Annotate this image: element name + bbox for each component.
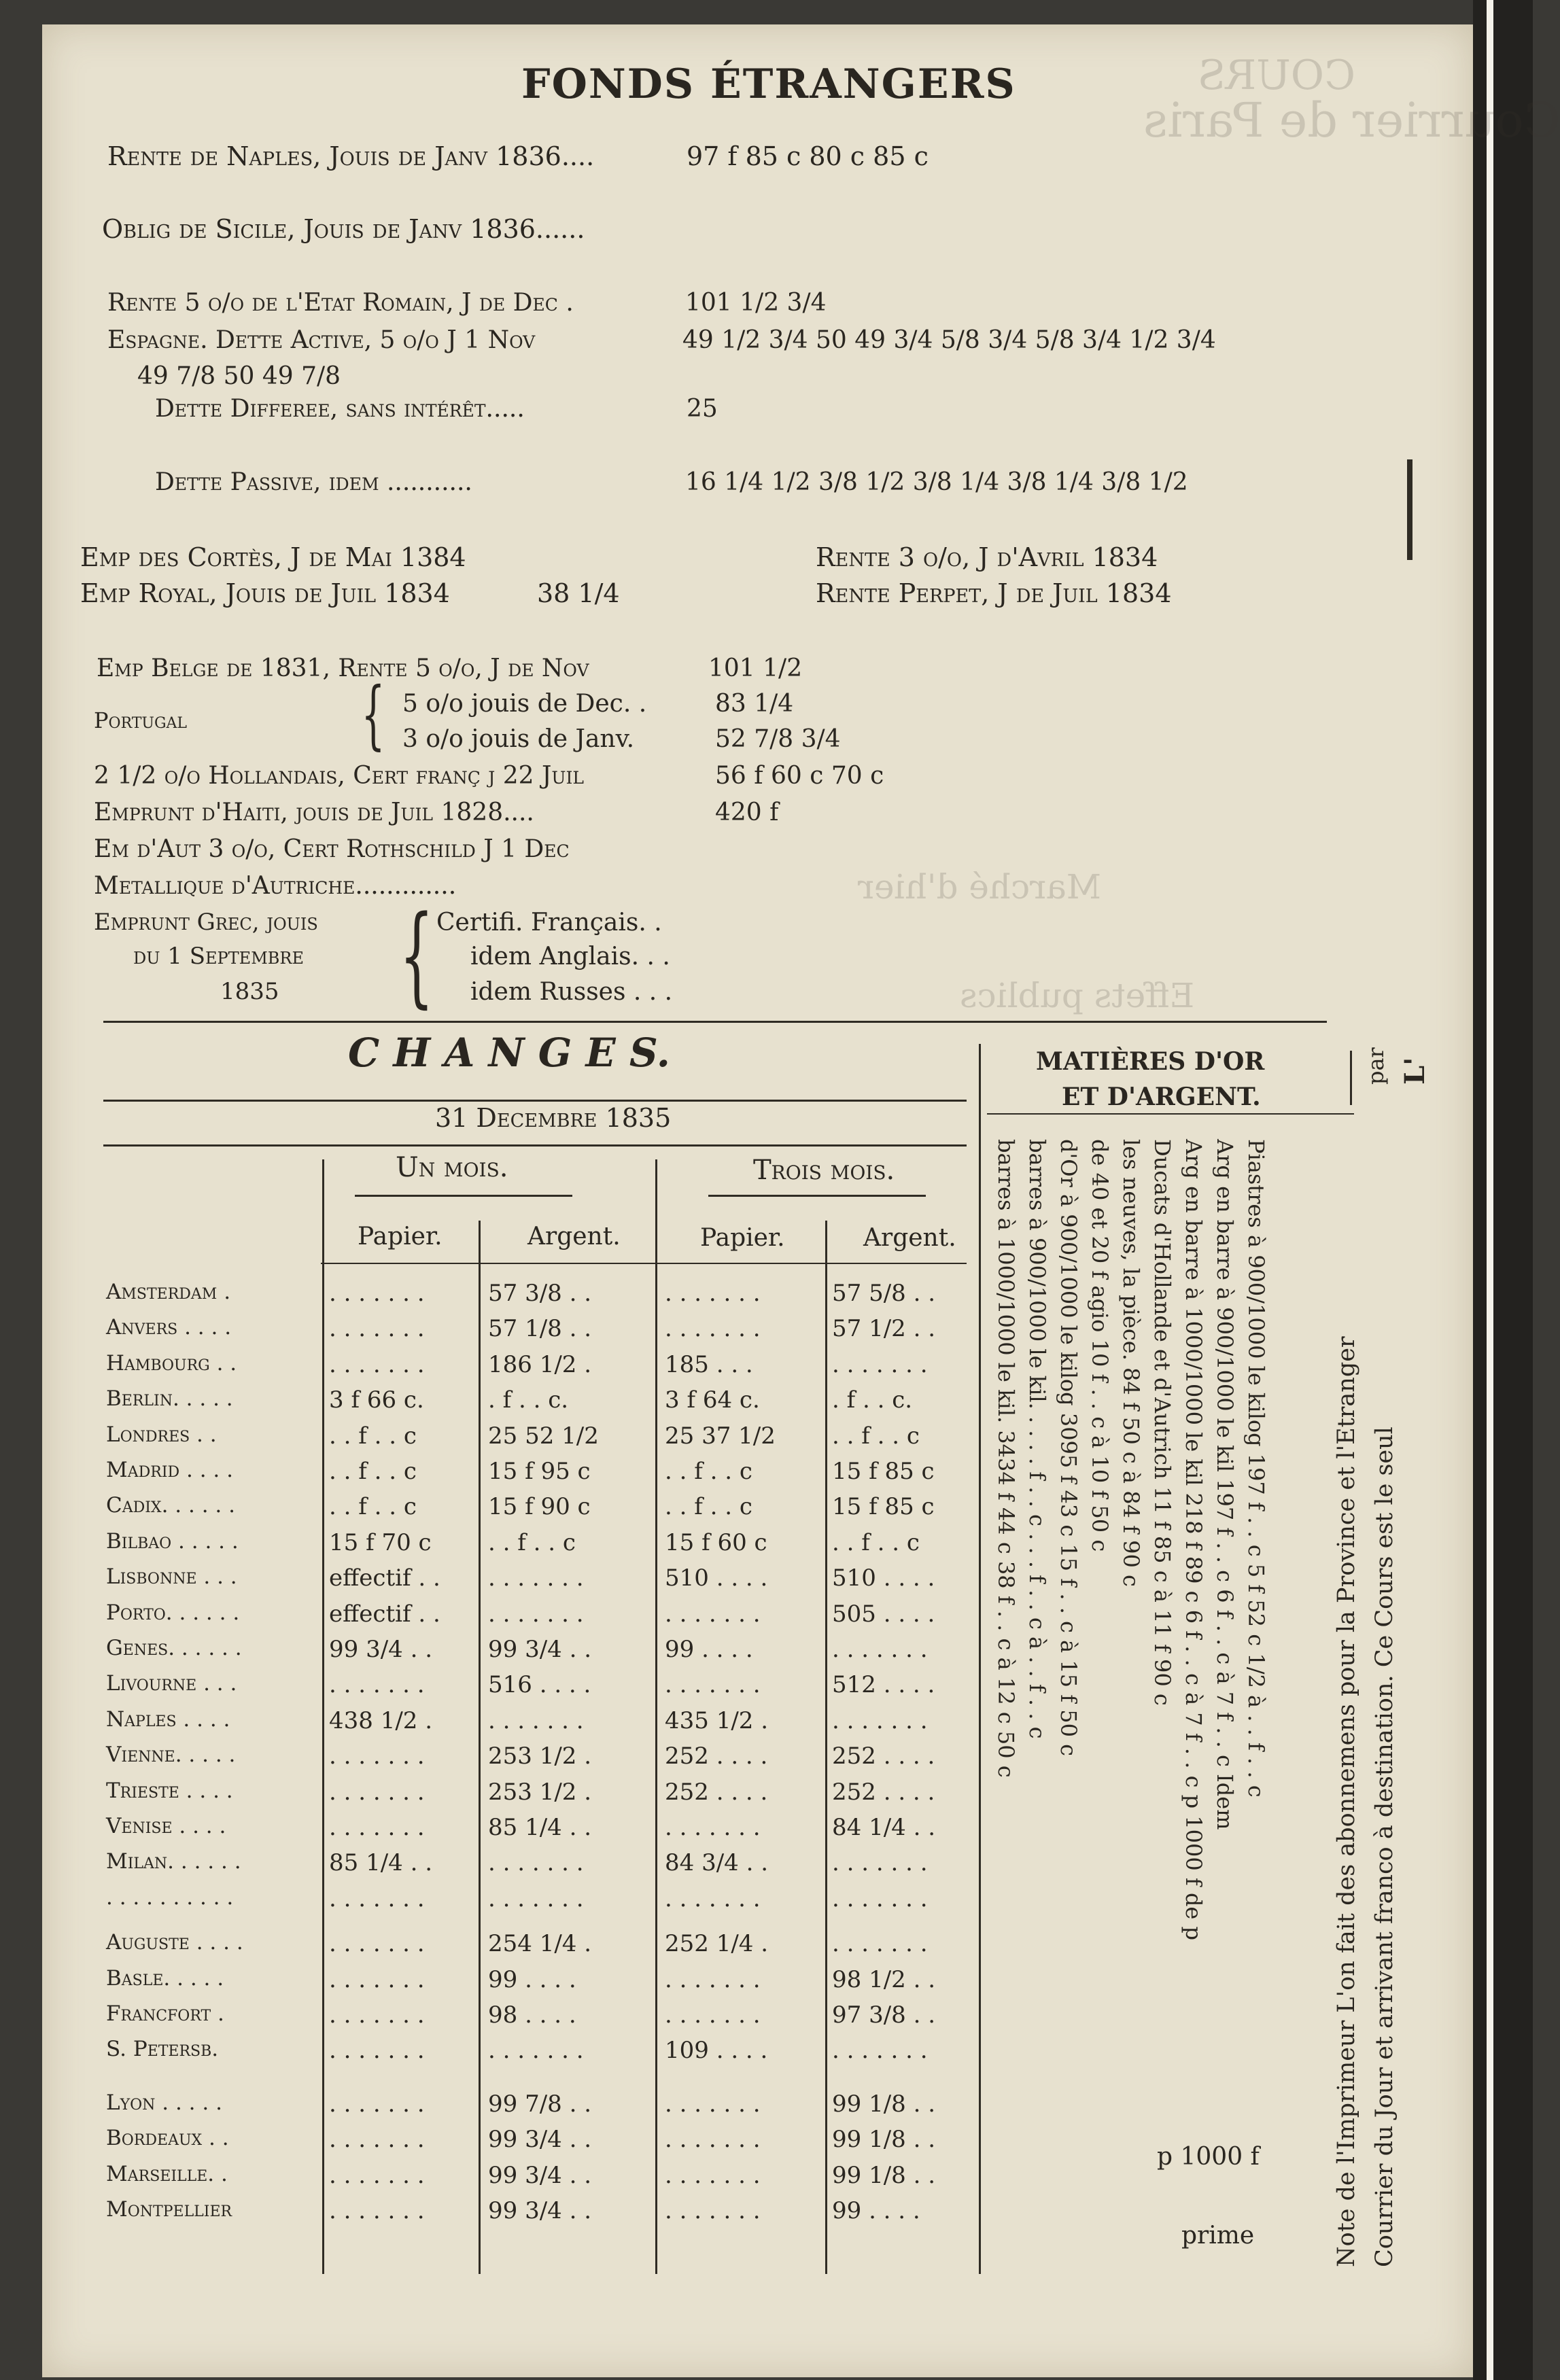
changes-date: 31 Decembre 1835: [435, 1103, 672, 1133]
matieres-line: Piastres à 900/1000 le kilog 197 f . . c 5 f 52 c 1/2 à . . f . . c: [1243, 1139, 1269, 1798]
city-name: Londres . .: [106, 1422, 217, 1447]
rate-cell: 185 . . .: [665, 1351, 753, 1378]
rate-cell: . . f . . c: [329, 1422, 417, 1450]
rate-cell: 25 52 1/2: [488, 1422, 599, 1450]
matieres-line: barres à 900/1000 le kil. . . . . f . . c . . . f . . c à . . f . . c: [1024, 1139, 1050, 1739]
matieres-line: d'Or à 900/1000 le kilog 3095 f 43 c 15 f . . c à 15 f 50 c: [1056, 1139, 1081, 1757]
fonds-value: 83 1/4: [715, 690, 794, 718]
rate-cell: . . . . . . .: [329, 1315, 425, 1342]
matieres-rule: [987, 1113, 1354, 1115]
rate-cell: 253 1/2 .: [488, 1779, 592, 1806]
rate-cell: 15 f 95 c: [488, 1458, 591, 1485]
matieres-line: Arg en barre à 900/1000 le kil 197 f . . c 6 f . . c à 7 f . . c Idem: [1212, 1139, 1238, 1830]
col-header-rule: [321, 1263, 967, 1264]
fonds-label: Rente Perpet, J de Juil 1834: [816, 578, 1172, 608]
rate-cell: . . . . . . .: [665, 2090, 761, 2118]
rate-cell: . . . . . . .: [329, 1966, 425, 1993]
city-name: Lisbonne . . .: [106, 1564, 237, 1589]
rate-cell: 57 3/8 . .: [488, 1280, 592, 1307]
rate-cell: 435 1/2 .: [665, 1707, 769, 1734]
rate-cell: . . . . . . .: [329, 2090, 425, 2118]
rate-cell: 252 . . . .: [665, 1743, 768, 1770]
rate-cell: 84 1/4 . .: [832, 1814, 936, 1841]
bleed-text: COURS: [1198, 52, 1355, 99]
binding-edge: [1473, 0, 1533, 2380]
table-rule: [479, 1221, 481, 2274]
header-swash: [355, 1195, 572, 1197]
fonds-value: 101 1/2 3/4: [685, 289, 827, 317]
fonds-label: Certifi. Français. .: [436, 909, 662, 937]
fonds-label: 49 7/8 50 49 7/8: [137, 362, 341, 390]
rate-cell: . f . . c.: [488, 1386, 569, 1414]
col-header-argent-1: Argent.: [527, 1223, 621, 1250]
rate-cell: . . . . . . .: [665, 1885, 761, 1912]
bleed-text: Effets publics: [960, 976, 1195, 1015]
rate-cell: 97 3/8 . .: [832, 2001, 936, 2029]
changes-rule: [103, 1100, 967, 1102]
fonds-label: Emprunt Grec, jouis: [94, 909, 318, 936]
rate-cell: . . . . . . .: [832, 1636, 928, 1663]
fonds-label: Emp des Cortès, J de Mai 1384: [80, 542, 466, 572]
city-name: Milan. . . . . .: [106, 1849, 241, 1874]
rate-cell: 84 3/4 . .: [665, 1849, 769, 1876]
fonds-label: Emprunt d'Haiti, jouis de Juil 1828....: [94, 799, 534, 826]
fonds-label: 2 1/2 o/o Hollandais, Cert franç j 22 Juil: [94, 762, 584, 790]
rate-cell: . . . . . . .: [488, 1600, 584, 1628]
matieres-line: Ducats d'Hollande et d'Autrich 11 f 85 c à 11 f 90 c: [1149, 1139, 1175, 1706]
trois-mois-header: Trois mois.: [753, 1155, 895, 1186]
rate-cell: 99 . . . .: [665, 1636, 753, 1663]
fonds-value: 38 1/4: [537, 578, 620, 608]
city-name: Marseille. .: [106, 2162, 228, 2186]
fonds-value: 16 1/4 1/2 3/8 1/2 3/8 1/4 3/8 1/4 3/8 1/2: [685, 468, 1188, 496]
matieres-line: barres à 1000/1000 le kil. 3434 f 44 c 38 f . . c à 12 c 50 c: [993, 1139, 1019, 1778]
fonds-value: 52 7/8 3/4: [715, 725, 841, 753]
city-name: Naples . . . .: [106, 1707, 230, 1732]
rate-cell: 438 1/2 .: [329, 1707, 433, 1734]
fonds-value: 25: [687, 395, 718, 423]
city-name: . . . . . . . . . .: [106, 1885, 234, 1910]
rate-cell: . . f . . c: [329, 1458, 417, 1485]
rate-cell: 3 f 64 c.: [665, 1386, 760, 1414]
city-name: Madrid . . . .: [106, 1458, 233, 1482]
fonds-value: 49 1/2 3/4 50 49 3/4 5/8 3/4 5/8 3/4 1/2 3/4: [682, 326, 1216, 354]
rate-cell: effectif . .: [329, 1600, 440, 1628]
brace: {: [361, 671, 385, 758]
rate-cell: 99 . . . .: [488, 1966, 576, 1993]
rate-cell: . . . . . . .: [665, 1814, 761, 1841]
fonds-label: du 1 Septembre: [133, 943, 305, 970]
fonds-label: Em d'Aut 3 o/o, Cert Rothschild J 1 Dec: [94, 835, 570, 863]
note-line: Courrier du Jour et arrivant franco à destination. Ce Cours est le seul: [1371, 1427, 1398, 2267]
rate-cell: 15 f 85 c: [832, 1458, 935, 1485]
city-name: Trieste . . . .: [106, 1779, 233, 1803]
bleed-text: Courrier de Paris: [1143, 92, 1560, 148]
rate-cell: . . . . . . .: [329, 1743, 425, 1770]
header-swash: [708, 1195, 926, 1197]
city-name: Lyon . . . . .: [106, 2090, 222, 2115]
rate-cell: 252 1/4 .: [665, 1930, 769, 1957]
matieres-rule: [1350, 1051, 1352, 1105]
fonds-label: Rente de Naples, Jouis de Janv 1836....: [107, 141, 595, 171]
matieres-line: les neuves, la pièce. 84 f 50 c à 84 f 90 c: [1118, 1139, 1144, 1587]
rate-cell: 98 1/2 . .: [832, 1966, 936, 1993]
document-page: [42, 24, 1560, 2377]
rate-cell: . . . . . . .: [832, 1930, 928, 1957]
note-par: par: [1363, 1047, 1389, 1085]
fonds-label: 1835: [220, 978, 279, 1005]
rate-cell: . . . . . . .: [329, 1814, 425, 1841]
rate-cell: 99 1/8 . .: [832, 2090, 936, 2118]
rate-cell: . . . . . . .: [665, 1966, 761, 1993]
rate-cell: . . . . . . .: [665, 1600, 761, 1628]
matieres-title: MATIÈRES D'OR: [1036, 1047, 1265, 1076]
fonds-label: Emp Royal, Jouis de Juil 1834: [80, 578, 450, 608]
note-line: Note de l'Imprimeur L'on fait des abonnemens pour la Province et l'Etranger: [1333, 1336, 1360, 2267]
fonds-label: Dette Passive, idem ...........: [155, 468, 472, 496]
rate-cell: . . f . . c: [665, 1493, 752, 1520]
fonds-label: Emp Belge de 1831, Rente 5 o/o, J de Nov: [97, 654, 589, 682]
rate-cell: 57 1/8 . .: [488, 1315, 592, 1342]
table-rule: [322, 1159, 324, 2274]
rate-cell: . . f . . c: [665, 1458, 752, 1485]
fonds-label: Oblig de Sicile, Jouis de Janv 1836......: [102, 214, 585, 244]
rate-cell: . . . . . . .: [665, 1280, 761, 1307]
matieres-p1000: p 1000 f: [1157, 2143, 1260, 2171]
col-header-papier-2: Papier.: [700, 1224, 785, 1252]
rate-cell: . . f . . c: [329, 1493, 417, 1520]
fonds-label: Portugal: [94, 707, 188, 733]
city-name: Bordeaux . .: [106, 2126, 229, 2150]
rate-cell: 99 1/8 . .: [832, 2162, 936, 2189]
rate-cell: . . . . . . .: [329, 2001, 425, 2029]
city-name: Cadix. . . . . .: [106, 1493, 235, 1518]
city-name: Basle. . . . .: [106, 1966, 224, 1991]
rate-cell: . . . . . . .: [329, 1885, 425, 1912]
rate-cell: . . . . . . .: [329, 2197, 425, 2224]
city-name: Bilbao . . . . .: [106, 1529, 239, 1554]
rate-cell: . . . . . . .: [488, 1707, 584, 1734]
fonds-label: Espagne. Dette Active, 5 o/o J 1 Nov: [107, 326, 536, 354]
rate-cell: . . . . . . .: [329, 2037, 425, 2064]
fonds-value: 56 f 60 c 70 c: [715, 762, 884, 790]
fonds-label: Metallique d'Autriche.............: [94, 872, 457, 900]
rate-cell: . . f . . c: [832, 1529, 920, 1556]
city-name: Amsterdam .: [106, 1280, 231, 1304]
rate-cell: . . . . . . .: [832, 1885, 928, 1912]
rate-cell: 252 . . . .: [665, 1779, 768, 1806]
rate-cell: 254 1/4 .: [488, 1930, 592, 1957]
table-rule: [825, 1221, 827, 2274]
rate-cell: 510 . . . .: [832, 1564, 935, 1592]
col-header-papier-1: Papier.: [358, 1223, 443, 1250]
city-name: Hambourg . .: [106, 1351, 237, 1376]
rate-cell: . f . . c.: [832, 1386, 913, 1414]
matieres-line: de 40 et 20 f agio 10 f . . c à 10 f 50 c: [1087, 1139, 1113, 1552]
rate-cell: . . . . . . .: [832, 2037, 928, 2064]
city-name: Livourne . . .: [106, 1671, 237, 1696]
rate-cell: . . . . . . .: [665, 2001, 761, 2029]
rate-cell: . . . . . . .: [665, 1671, 761, 1698]
rate-cell: 186 1/2 .: [488, 1351, 592, 1378]
rate-cell: . . . . . . .: [665, 2197, 761, 2224]
city-name: Francfort .: [106, 2001, 224, 2026]
fonds-value: 97 f 85 c 80 c 85 c: [687, 141, 929, 171]
fonds-label: Dette Differee, sans intérêt.....: [155, 395, 525, 423]
fonds-label: idem Russes . . .: [470, 978, 673, 1006]
city-name: Montpellier: [106, 2197, 232, 2222]
rate-cell: . . . . . . .: [329, 1351, 425, 1378]
rate-cell: . . . . . . .: [488, 1564, 584, 1592]
binding-paper-strip: [1487, 0, 1493, 2380]
table-rule: [979, 1044, 981, 2274]
city-name: Porto. . . . . .: [106, 1600, 240, 1625]
rate-cell: . . . . . . .: [488, 1885, 584, 1912]
rate-cell: 99 . . . .: [832, 2197, 920, 2224]
rate-cell: 15 f 60 c: [665, 1529, 767, 1556]
city-name: Venise . . . .: [106, 1814, 226, 1838]
rate-cell: . . . . . . .: [665, 1315, 761, 1342]
rate-cell: . . . . . . .: [832, 1707, 928, 1734]
rate-cell: 99 1/8 . .: [832, 2126, 936, 2153]
section-rule: [103, 1021, 1327, 1023]
rate-cell: . . . . . . .: [329, 1671, 425, 1698]
rate-cell: . . . . . . .: [329, 1280, 425, 1307]
rate-cell: 252 . . . .: [832, 1743, 935, 1770]
city-name: Berlin. . . . .: [106, 1386, 233, 1411]
rate-cell: 15 f 85 c: [832, 1493, 935, 1520]
brace: {: [399, 892, 434, 1019]
rate-cell: . . . . . . .: [665, 2162, 761, 2189]
un-mois-header: Un mois.: [396, 1152, 508, 1183]
marker-bar: [1407, 459, 1412, 560]
changes-rule: [103, 1144, 967, 1147]
note-tag: L': [1399, 1057, 1431, 1085]
city-name: Auguste . . . .: [106, 1930, 243, 1955]
rate-cell: . . . . . . .: [329, 2162, 425, 2189]
bleed-text: Marché d'hier: [858, 867, 1102, 907]
rate-cell: 99 7/8 . .: [488, 2090, 592, 2118]
rate-cell: 25 37 1/2: [665, 1422, 776, 1450]
rate-cell: . . . . . . .: [488, 1849, 584, 1876]
rate-cell: 109 . . . .: [665, 2037, 768, 2064]
rate-cell: 99 3/4 . .: [488, 2197, 592, 2224]
rate-cell: 510 . . . .: [665, 1564, 768, 1592]
page-title: FONDS ÉTRANGERS: [521, 60, 1016, 108]
rate-cell: 252 . . . .: [832, 1779, 935, 1806]
rate-cell: 15 f 70 c: [329, 1529, 432, 1556]
rate-cell: . . . . . . .: [832, 1351, 928, 1378]
changes-title: C H A N G E S.: [348, 1030, 670, 1076]
fonds-value: 420 f: [715, 799, 779, 826]
rate-cell: . . . . . . .: [329, 1930, 425, 1957]
table-rule: [655, 1159, 657, 2274]
rate-cell: 3 f 66 c.: [329, 1386, 424, 1414]
rate-cell: 99 3/4 . .: [488, 2162, 592, 2189]
fonds-label: Rente 3 o/o, J d'Avril 1834: [816, 542, 1158, 572]
rate-cell: . . f . . c: [488, 1529, 576, 1556]
rate-cell: 253 1/2 .: [488, 1743, 592, 1770]
rate-cell: 15 f 90 c: [488, 1493, 591, 1520]
rate-cell: 99 3/4 . .: [329, 1636, 433, 1663]
rate-cell: 85 1/4 . .: [329, 1849, 433, 1876]
rate-cell: 98 . . . .: [488, 2001, 576, 2029]
fonds-label: 5 o/o jouis de Dec. .: [402, 690, 647, 718]
matieres-prime: prime: [1181, 2222, 1255, 2250]
rate-cell: 85 1/4 . .: [488, 1814, 592, 1841]
rate-cell: 512 . . . .: [832, 1671, 935, 1698]
rate-cell: 99 3/4 . .: [488, 2126, 592, 2153]
rate-cell: 57 5/8 . .: [832, 1280, 936, 1307]
rate-cell: 57 1/2 . .: [832, 1315, 936, 1342]
col-header-argent-2: Argent.: [863, 1224, 956, 1252]
city-name: S. Petersb.: [106, 2037, 219, 2061]
fonds-label: idem Anglais. . .: [470, 943, 670, 970]
fonds-label: 3 o/o jouis de Janv.: [402, 725, 635, 753]
fonds-label: Rente 5 o/o de l'Etat Romain, J de Dec .: [107, 289, 574, 317]
rate-cell: . . . . . . .: [832, 1849, 928, 1876]
rate-cell: . . . . . . .: [665, 2126, 761, 2153]
rate-cell: 516 . . . .: [488, 1671, 591, 1698]
rate-cell: 99 3/4 . .: [488, 1636, 592, 1663]
city-name: Genes. . . . . .: [106, 1636, 242, 1660]
matieres-line: Arg en barre à 1000/1000 le kil 218 f 89 c 6 f . . c à 7 f . . c p 1000 f de p: [1181, 1139, 1207, 1941]
rate-cell: effectif . .: [329, 1564, 440, 1592]
city-name: Vienne. . . . .: [106, 1743, 236, 1767]
rate-cell: . . f . . c: [832, 1422, 920, 1450]
rate-cell: . . . . . . .: [329, 2126, 425, 2153]
matieres-title: ET D'ARGENT.: [1062, 1083, 1261, 1111]
rate-cell: . . . . . . .: [329, 1779, 425, 1806]
fonds-value: 101 1/2: [708, 654, 803, 682]
rate-cell: . . . . . . .: [488, 2037, 584, 2064]
city-name: Anvers . . . .: [106, 1315, 232, 1340]
rate-cell: 505 . . . .: [832, 1600, 935, 1628]
